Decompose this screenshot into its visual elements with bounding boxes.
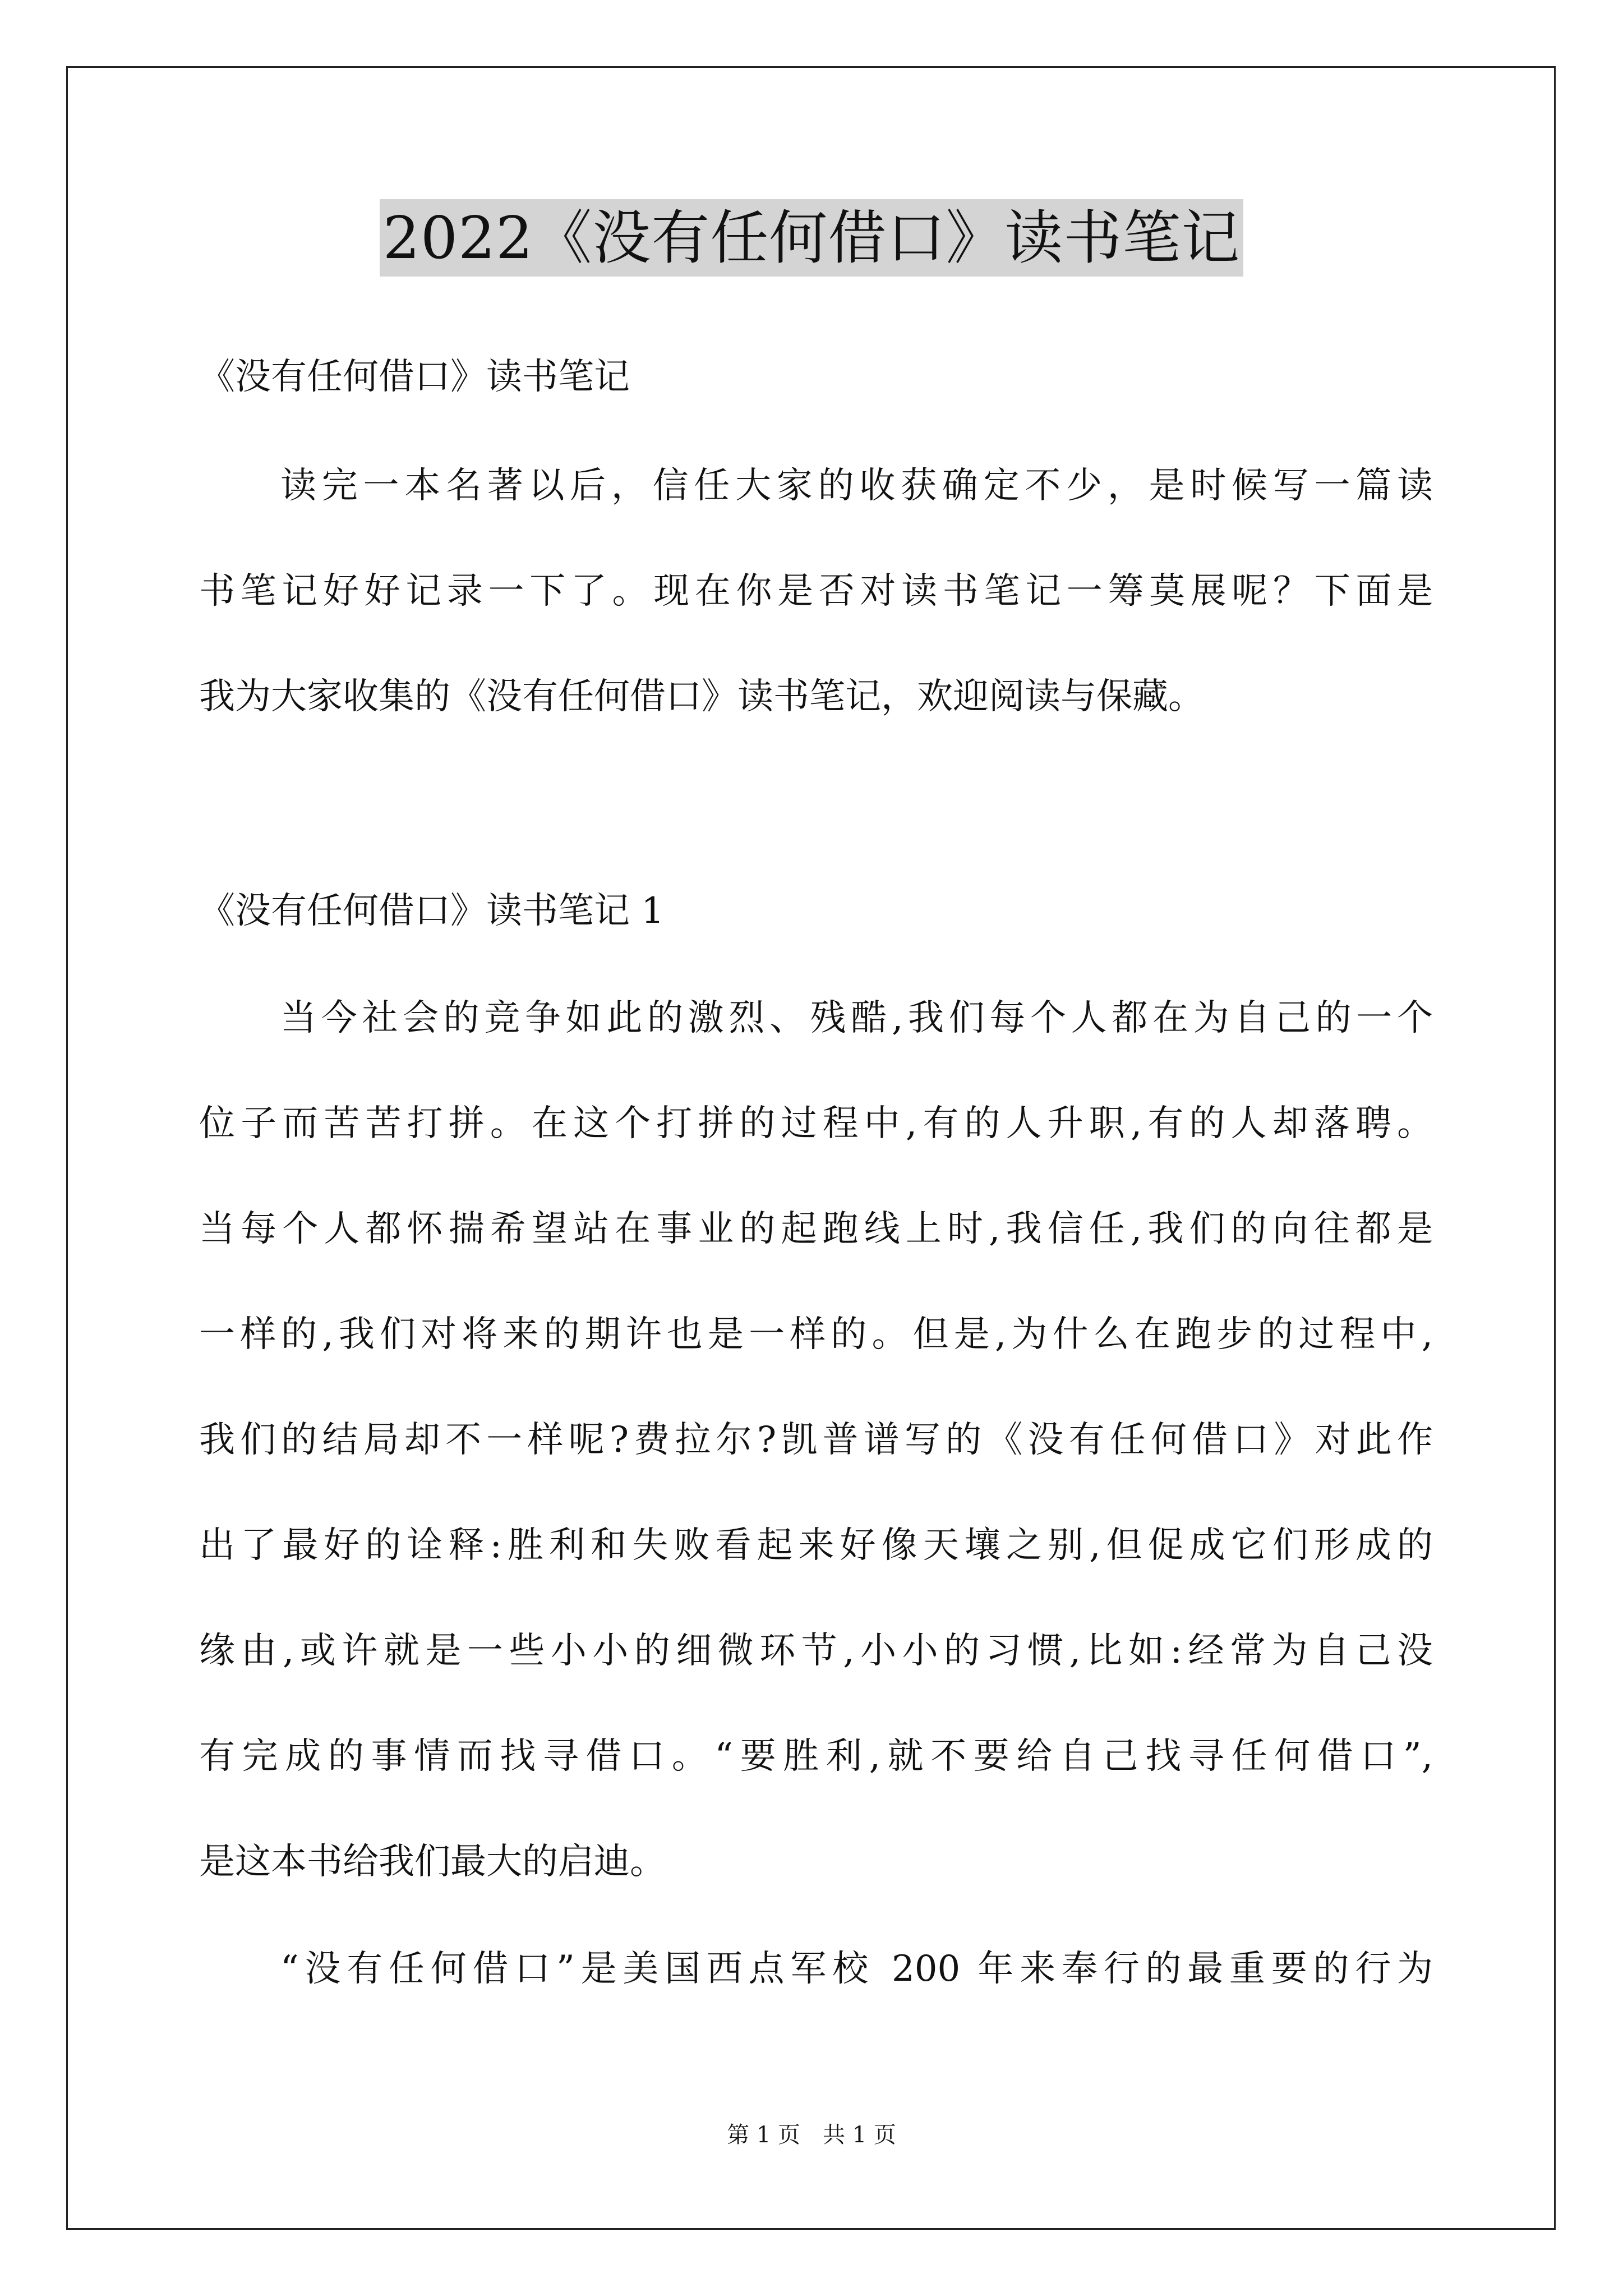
intro-line-3: 我为大家收集的《没有任何借口》读书笔记，欢迎阅读与保藏。	[199, 676, 1204, 717]
section1-line-6: 出了最好的诠释:胜利和失败看起来好像天壤之别,但促成它们形成的	[199, 1525, 1433, 1566]
page-footer: 第 1 页 共 1 页	[727, 2122, 896, 2148]
section1-line-1: 当今社会的竞争如此的激烈、残酷,我们每个人都在为自己的一个	[280, 997, 1433, 1039]
paragraph2-line-1: “没有任何借口”是美国西点军校 200 年来奉行的最重要的行为	[280, 1948, 1433, 1990]
section1-line-4: 一样的,我们对将来的期许也是一样的。但是,为什么在跑步的过程中,	[199, 1314, 1433, 1355]
document-title: 2022《没有任何借口》读书笔记	[380, 199, 1244, 277]
section-heading: 《没有任何借口》读书笔记 1	[199, 890, 665, 932]
document-subtitle: 《没有任何借口》读书笔记	[199, 356, 630, 398]
section1-line-9: 是这本书给我们最大的启迪。	[199, 1841, 666, 1883]
intro-line-2: 书笔记好好记录一下了。现在你是否对读书笔记一筹莫展呢？下面是	[199, 570, 1433, 612]
section1-line-7: 缘由,或许就是一些小小的细微环节,小小的习惯,比如:经常为自己没	[199, 1630, 1433, 1672]
section1-line-8: 有完成的事情而找寻借口。“要胜利,就不要给自己找寻任何借口”,	[199, 1736, 1433, 1777]
section1-line-5: 我们的结局却不一样呢?费拉尔?凯普谱写的《没有任何借口》对此作	[199, 1419, 1433, 1461]
section1-line-3: 当每个人都怀揣希望站在事业的起跑线上时,我信任,我们的向往都是	[199, 1208, 1433, 1250]
title-container	[0, 199, 1623, 277]
section1-line-2: 位子而苦苦打拼。在这个打拼的过程中,有的人升职,有的人却落聘。	[199, 1103, 1433, 1144]
intro-line-1: 读完一本名著以后，信任大家的收获确定不少，是时候写一篇读	[280, 465, 1433, 507]
